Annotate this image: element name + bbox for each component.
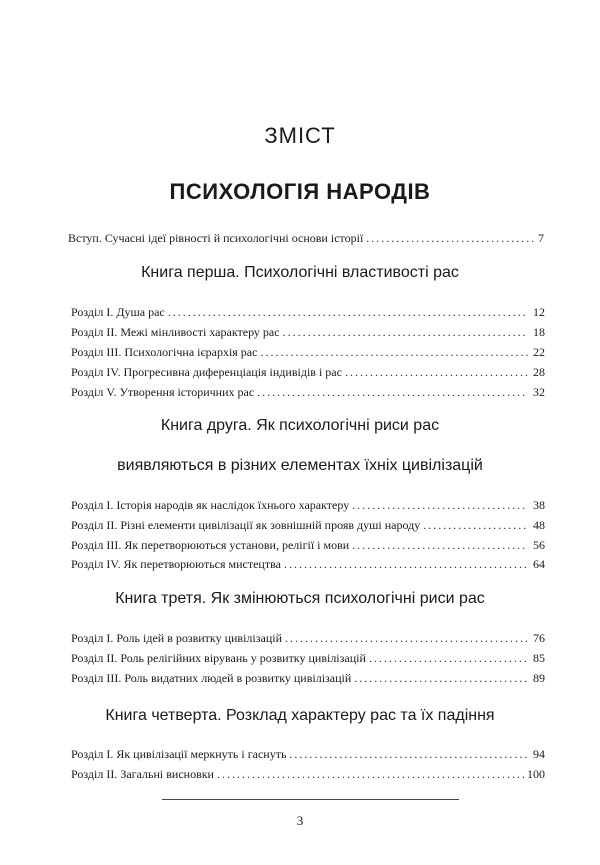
toc-entry-page: 32 (533, 385, 545, 399)
toc-entry-page: 64 (533, 557, 545, 571)
book-three-heading: Книга третя. Як змінюються психологічні риси рас (115, 590, 485, 607)
toc-entry-label: Розділ I. Роль ідей в розвитку цивілізацій (71, 631, 282, 645)
toc-entry-page: 12 (533, 305, 545, 319)
dot-leader (345, 364, 528, 380)
toc-entry[interactable] (71, 364, 545, 380)
toc-entry-label: Розділ III. Як перетворюються установи, релігії і мови (71, 538, 350, 552)
toc-entry[interactable] (71, 344, 545, 360)
toc-entry[interactable] (71, 537, 545, 553)
book-two-heading-line1: Книга друга. Як психологічні риси рас (160, 417, 440, 434)
dot-leader (289, 746, 528, 762)
dot-leader (257, 384, 528, 400)
dot-leader (260, 344, 528, 360)
book-title: ПСИХОЛОГІЯ НАРОДІВ (169, 179, 431, 204)
toc-entry-page: 48 (533, 518, 545, 532)
dot-leader (369, 650, 528, 666)
toc-entry[interactable] (71, 746, 545, 762)
toc-entry[interactable] (71, 324, 545, 340)
toc-entry-label: Розділ IV. Як перетворюються мистецтва (71, 557, 281, 571)
footer-divider (162, 799, 459, 800)
toc-entry-label: Розділ V. Утворення історичних рас (71, 385, 255, 399)
toc-entry-page: 28 (533, 365, 545, 379)
toc-entry-label: Вступ. Сучасні ідеї рівності й психологічні основи історії (68, 231, 364, 245)
dot-leader (283, 324, 528, 340)
toc-entry-page: 85 (533, 651, 545, 665)
toc-entry-label: Розділ I. Як цивілізації меркнуть і гаснуть (71, 747, 287, 761)
book-two-heading-line2: виявляються в різних елементах їхніх цивілізацій (117, 457, 483, 474)
toc-entry[interactable] (71, 650, 545, 666)
toc-entry[interactable] (71, 670, 545, 686)
contents-heading: ЗМІСТ (264, 123, 336, 148)
toc-entry-page: 22 (533, 345, 545, 359)
toc-entry-page: 94 (533, 747, 545, 761)
toc-entry-label: Розділ II. Загальні висновки (71, 767, 214, 781)
toc-entry-page: 56 (533, 538, 545, 552)
dot-leader (285, 630, 528, 646)
toc-entry-page: 100 (527, 767, 545, 781)
toc-entry-label: Розділ II. Роль релігійних вірувань у розвитку цивілізацій (71, 651, 366, 665)
toc-entry[interactable] (71, 384, 545, 400)
toc-entry-label: Розділ IV. Прогресивна диференціація індивідів і рас (71, 365, 342, 379)
dot-leader (217, 766, 524, 782)
dot-leader (352, 497, 528, 513)
toc-entry-page: 38 (533, 498, 545, 512)
toc-entry[interactable] (71, 630, 545, 646)
toc-entry-page: 7 (538, 231, 544, 245)
toc-entry-page: 18 (533, 325, 545, 339)
toc-entry-page: 76 (533, 631, 545, 645)
book-four-heading: Книга четверта. Розклад характеру рас та їх падіння (105, 707, 495, 724)
toc-entry-label: Розділ I. Душа рас (71, 305, 165, 319)
toc-entry-label: Розділ II. Межі мінливості характеру рас (71, 325, 280, 339)
toc-entry-intro[interactable] (68, 230, 544, 246)
toc-entry[interactable] (71, 517, 545, 533)
dot-leader (366, 230, 535, 246)
book-one-heading: Книга перша. Психологічні властивості рас (141, 264, 459, 281)
toc-entry[interactable] (71, 497, 545, 513)
toc-entry[interactable] (71, 556, 545, 572)
dot-leader (423, 517, 528, 533)
toc-entry-label: Розділ III. Психологічна ієрархія рас (71, 345, 258, 359)
toc-entry-label: Розділ III. Роль видатних людей в розвитку цивілізацій (71, 671, 352, 685)
toc-entry-page: 89 (533, 671, 545, 685)
toc-entry[interactable] (71, 766, 545, 782)
page-number: 3 (296, 813, 304, 828)
dot-leader (284, 556, 528, 572)
dot-leader (354, 670, 528, 686)
dot-leader (168, 304, 528, 320)
toc-entry[interactable] (71, 304, 545, 320)
toc-entry-label: Розділ I. Історія народів як наслідок їхнього характеру (71, 498, 350, 512)
dot-leader (352, 537, 528, 553)
toc-entry-label: Розділ II. Різні елементи цивілізації як зовнішній прояв душі народу (71, 518, 421, 532)
